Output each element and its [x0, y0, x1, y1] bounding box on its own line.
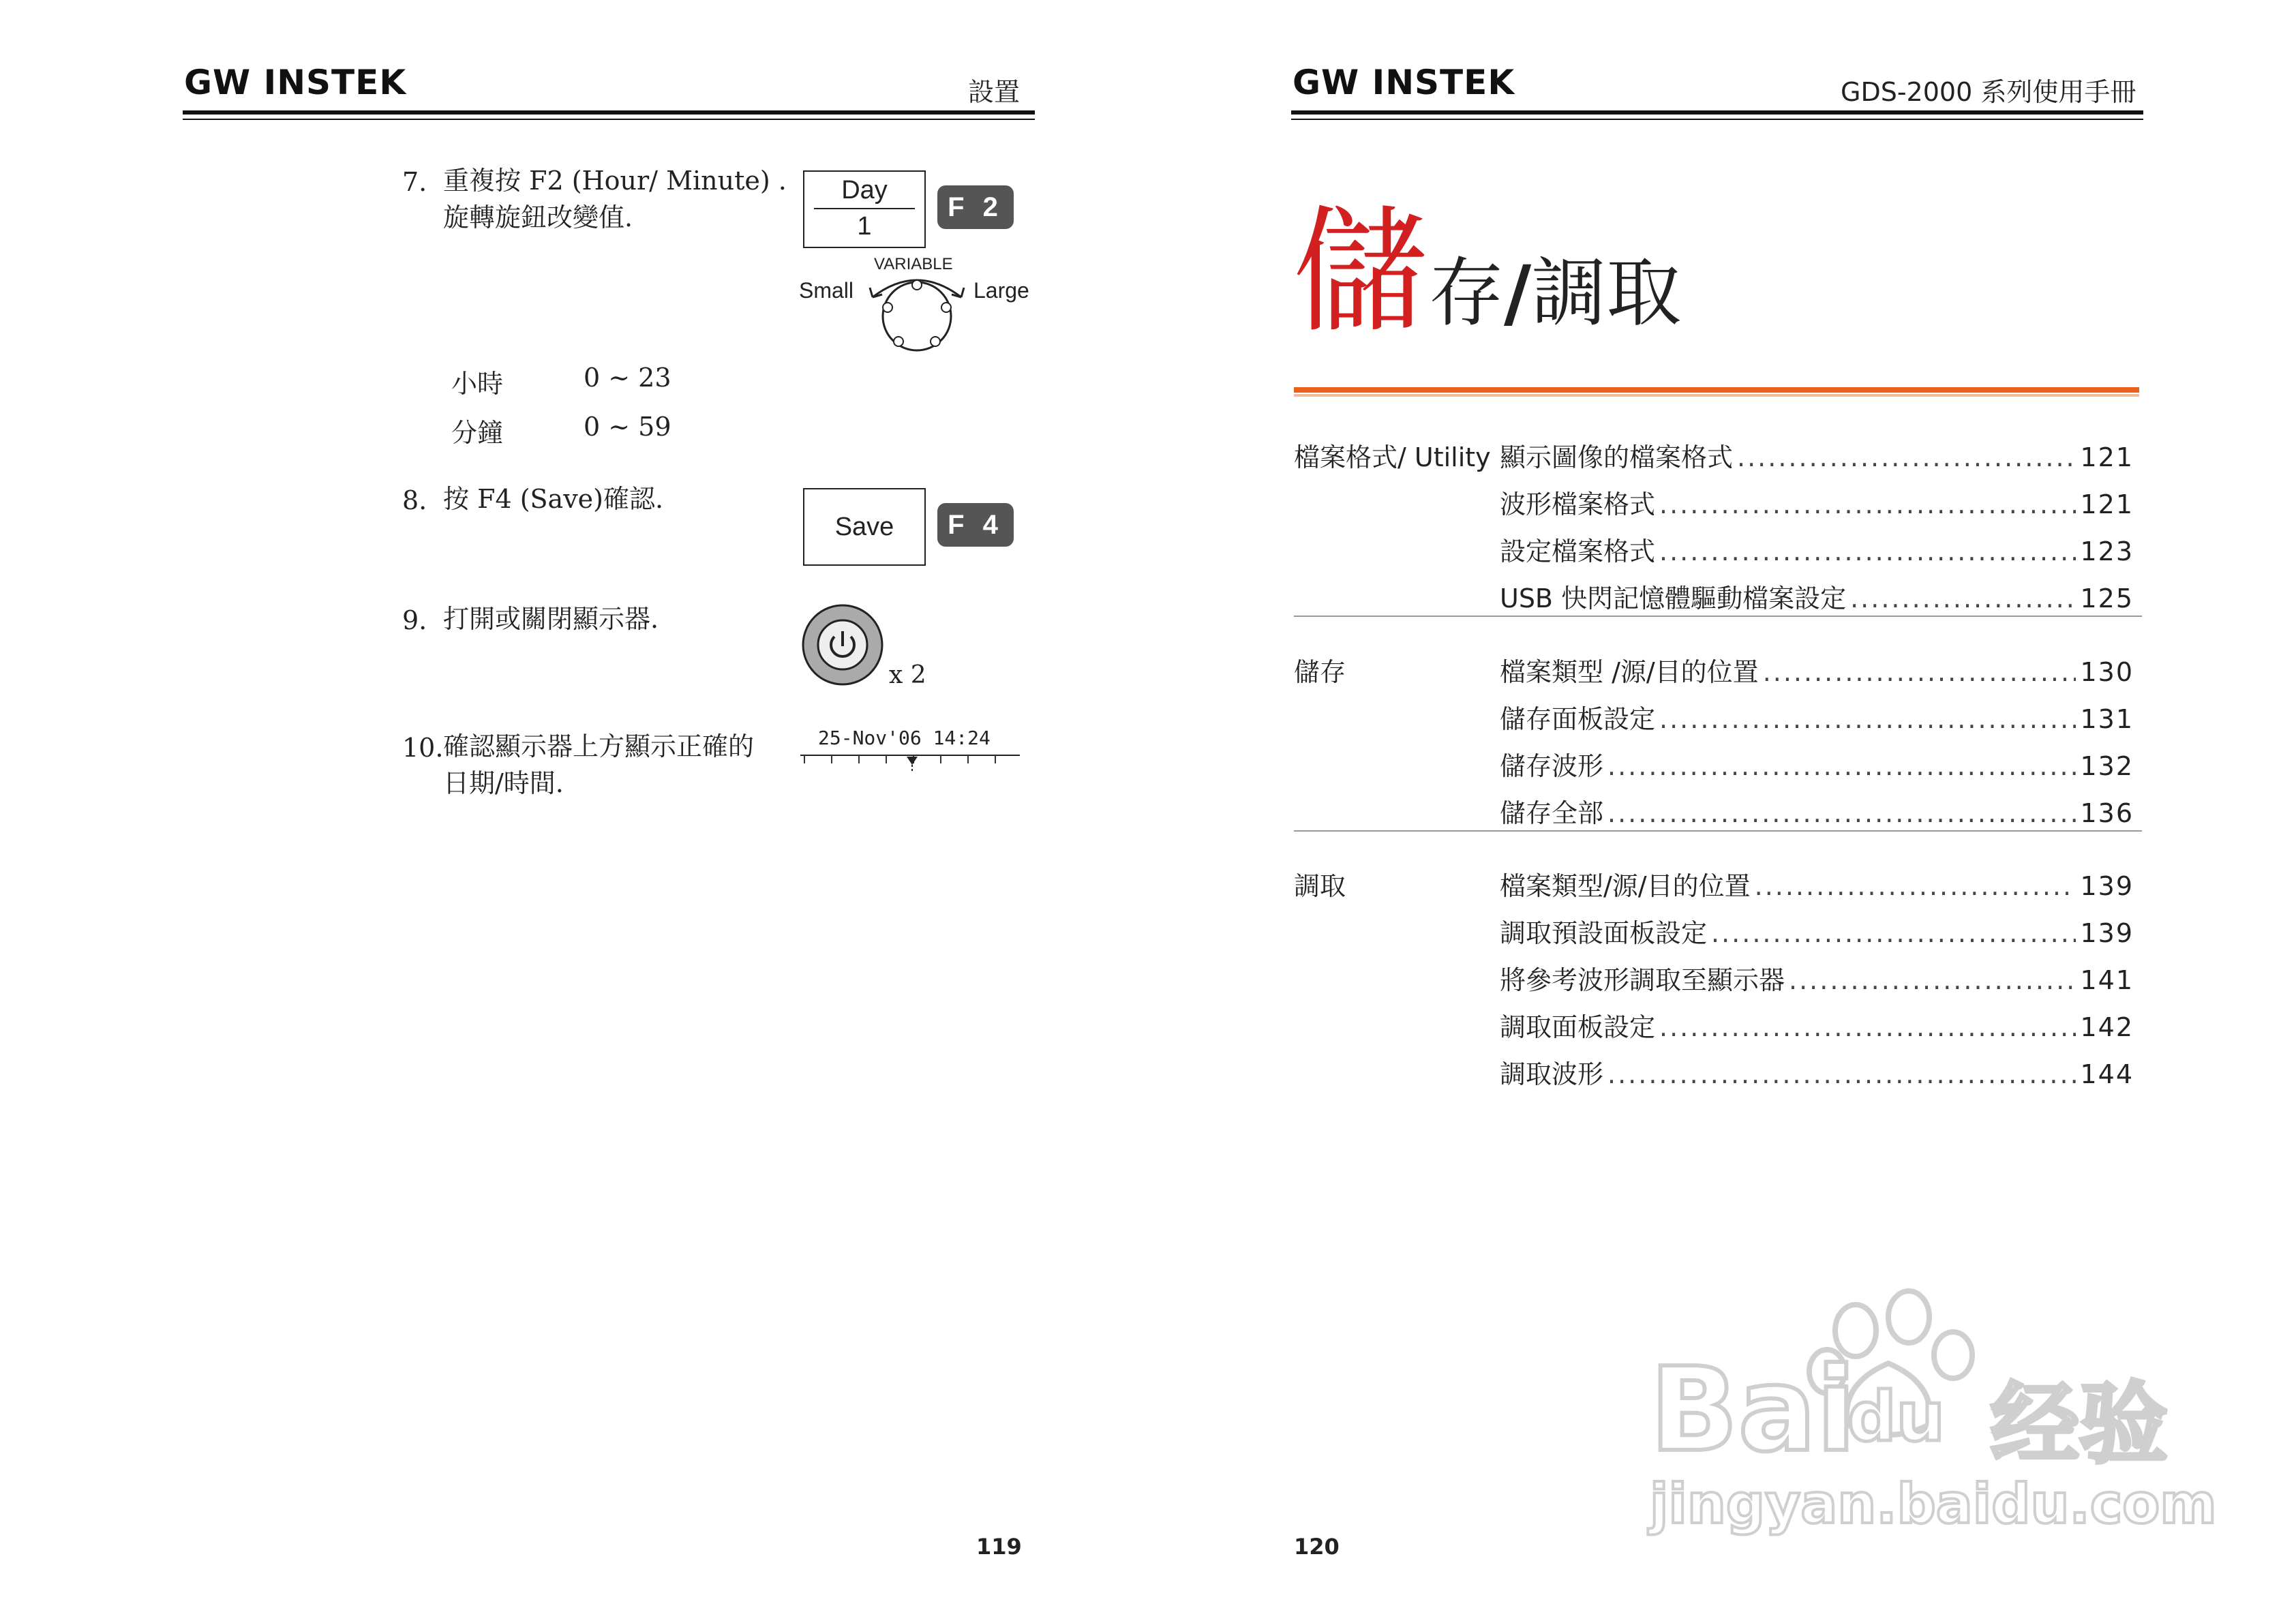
- page-number-left: 119: [976, 1534, 1022, 1560]
- day-label: Day: [841, 176, 888, 204]
- toc-entry-title: 儲存面板設定: [1500, 704, 1656, 734]
- f4-key[interactable]: F 4: [937, 503, 1014, 547]
- toc-entry-page: 136: [2080, 798, 2134, 828]
- toc-entry[interactable]: [1500, 792, 2134, 830]
- day-divider: [814, 208, 915, 209]
- toc-entry-title: 調取波形: [1500, 1059, 1604, 1089]
- chapter-rule-light: [1294, 394, 2139, 397]
- header-rule-thin-right: [1291, 119, 2143, 120]
- toc-entry-page: 144: [2080, 1059, 2134, 1089]
- header-rule-thick-right: [1291, 110, 2143, 115]
- step-7-line-1: 重複按 F2 (Hour/ Minute) .: [443, 166, 787, 196]
- toc-entry-title: USB 快閃記憶體驅動檔案設定: [1500, 583, 1847, 613]
- brand-logo-right: GW INSTEK: [1293, 63, 1515, 102]
- toc-leader: [1789, 965, 2076, 995]
- variable-knob-icon[interactable]: [859, 270, 975, 359]
- datetime-scale-icon: [798, 750, 1023, 777]
- watermark-url: jingyan.baidu.com: [1650, 1472, 2217, 1536]
- range-hour-label: 小時: [451, 369, 504, 399]
- chapter-rule-orange: [1294, 387, 2139, 393]
- toc-leader: [1850, 583, 2076, 613]
- chapter-title-big-char: 儲: [1293, 193, 1430, 352]
- toc-entry-title: 儲存波形: [1500, 751, 1604, 781]
- toc-entry-page: 139: [2080, 918, 2134, 948]
- range-minute-label: 分鐘: [451, 418, 504, 448]
- toc-entry-title: 波形檔案格式: [1500, 489, 1656, 519]
- step-9-number: 9.: [402, 605, 427, 635]
- power-button-icon[interactable]: [800, 603, 885, 687]
- power-multiplier: x 2: [889, 661, 926, 689]
- toc-group-separator: [1294, 830, 2142, 832]
- toc-entry[interactable]: [1500, 530, 2134, 568]
- watermark-cn: 经验: [1991, 1372, 2169, 1476]
- save-label: Save: [834, 513, 894, 541]
- step-10-number: 10.: [402, 733, 444, 763]
- save-softkey-box[interactable]: [803, 488, 926, 566]
- toc-leader: [1755, 871, 2076, 901]
- range-hour-value: 0 ~ 23: [584, 363, 671, 393]
- variable-label: VARIABLE: [874, 255, 953, 273]
- manual-title: GDS-2000 系列使用手冊: [1841, 77, 2136, 107]
- toc-leader: [1659, 704, 2076, 734]
- step-10-line-1: 確認顯示器上方顯示正確的: [443, 731, 755, 761]
- page-number-right: 120: [1294, 1534, 1340, 1560]
- toc-leader: [1607, 1059, 2076, 1089]
- toc-entry-page: 121: [2080, 442, 2134, 472]
- toc-group-recall: 調取: [1294, 871, 1346, 901]
- toc-leader: [1737, 442, 2076, 472]
- toc-entry-page: 141: [2080, 965, 2134, 995]
- toc-leader: [1763, 657, 2076, 687]
- step-8-number: 8.: [402, 485, 427, 515]
- toc-entry[interactable]: [1500, 1006, 2134, 1044]
- toc-entry-page: 125: [2080, 583, 2134, 613]
- toc-entry-title: 設定檔案格式: [1500, 536, 1656, 566]
- toc-entry[interactable]: [1500, 865, 2134, 902]
- toc-entry-title: 檔案類型/源/目的位置: [1500, 871, 1751, 901]
- step-7-line-2: 旋轉旋鈕改變值.: [443, 202, 633, 232]
- toc-leader: [1711, 918, 2076, 948]
- day-softkey-box[interactable]: [803, 170, 926, 248]
- toc-leader: [1659, 1012, 2076, 1042]
- day-value: 1: [857, 212, 872, 241]
- step-10-line-2: 日期/時間.: [443, 768, 564, 798]
- chapter-title-end: 調取: [1531, 249, 1682, 337]
- toc-entry[interactable]: [1500, 651, 2134, 688]
- toc-entry[interactable]: [1500, 436, 2134, 474]
- toc-entry[interactable]: [1500, 483, 2134, 521]
- toc-leader: [1659, 489, 2076, 519]
- brand-logo-left: GW INSTEK: [184, 63, 407, 102]
- toc-entry-title: 將參考波形調取至顯示器: [1500, 965, 1785, 995]
- small-label: Small: [799, 278, 854, 303]
- watermark-du: du: [1847, 1377, 1945, 1457]
- watermark-bai: Bai: [1650, 1343, 1856, 1478]
- f2-key[interactable]: F 2: [937, 185, 1014, 229]
- toc-entry-page: 131: [2080, 704, 2134, 734]
- chapter-title: [1293, 193, 1682, 352]
- toc-leader: [1659, 536, 2076, 566]
- header-rule-thick-left: [183, 110, 1035, 115]
- chapter-title-slash: /: [1504, 249, 1532, 337]
- section-title: 設置: [968, 77, 1021, 107]
- toc-entry-title: 儲存全部: [1500, 798, 1604, 828]
- toc-entry-title: 調取預設面板設定: [1500, 918, 1708, 948]
- toc-entry-page: 130: [2080, 657, 2134, 687]
- datetime-display: 25-Nov'06 14:24: [818, 727, 991, 749]
- toc-entry-page: 139: [2080, 871, 2134, 901]
- toc-entry-title: 調取面板設定: [1500, 1012, 1656, 1042]
- toc-group-save: 儲存: [1294, 657, 1346, 687]
- toc-entry-page: 142: [2080, 1012, 2134, 1042]
- toc-leader: [1607, 798, 2076, 828]
- step-8-line-1: 按 F4 (Save)確認.: [443, 484, 664, 514]
- toc-group-file-format: 檔案格式/ Utility: [1294, 442, 1491, 472]
- toc-entry[interactable]: [1500, 912, 2134, 950]
- toc-entry-title: 顯示圖像的檔案格式: [1500, 442, 1734, 472]
- toc-entry[interactable]: [1500, 698, 2134, 735]
- toc-entry[interactable]: [1500, 959, 2134, 997]
- toc-entry[interactable]: [1500, 745, 2134, 783]
- toc-entry-page: 121: [2080, 489, 2134, 519]
- step-7-number: 7.: [402, 167, 427, 197]
- toc-leader: [1607, 751, 2076, 781]
- step-9-line-1: 打開或關閉顯示器.: [443, 604, 659, 634]
- toc-group-separator: [1294, 616, 2142, 617]
- toc-entry-title: 檔案類型 /源/目的位置: [1500, 657, 1759, 687]
- toc-entry-page: 132: [2080, 751, 2134, 781]
- toc-entry[interactable]: [1500, 1053, 2134, 1091]
- toc-entry-page: 123: [2080, 536, 2134, 566]
- range-minute-value: 0 ~ 59: [584, 412, 671, 442]
- large-label: Large: [973, 278, 1029, 303]
- chapter-title-rest: 存: [1429, 249, 1505, 337]
- toc-entry[interactable]: [1500, 577, 2134, 615]
- header-rule-thin-left: [183, 119, 1035, 120]
